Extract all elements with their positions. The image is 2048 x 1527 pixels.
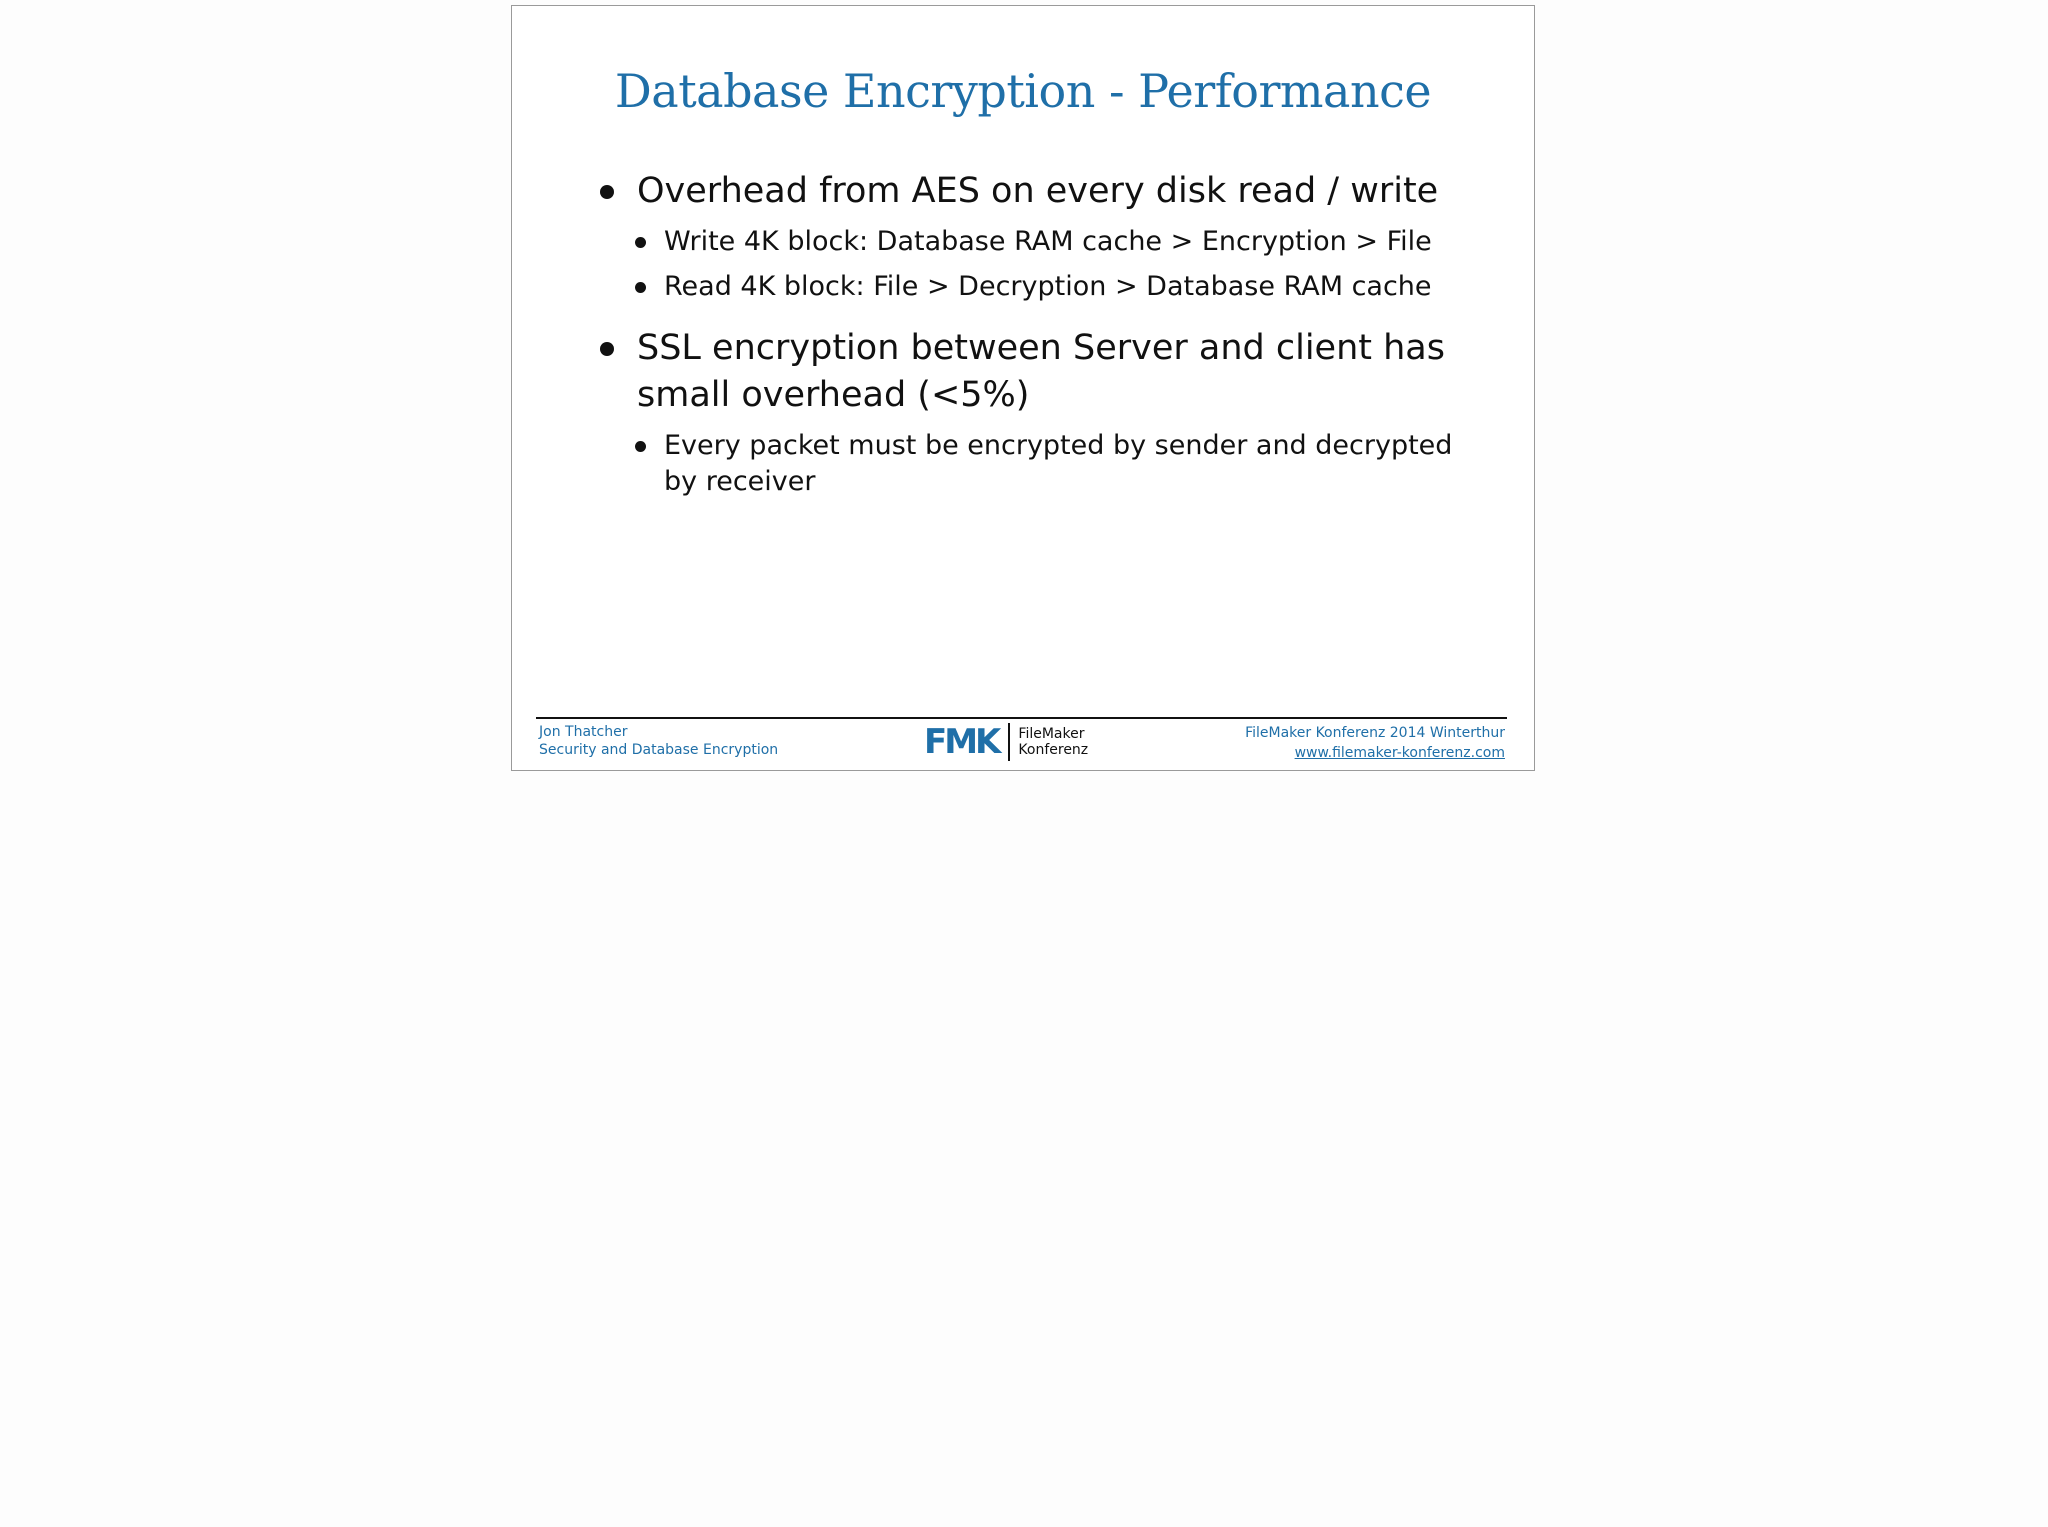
bullet-text: SSL encryption between Server and client has small overhead (<5%): [637, 328, 1445, 415]
bullet-dot-icon: [600, 342, 614, 356]
logo-line-2: Konferenz: [1018, 742, 1089, 758]
sub-bullet-item: [597, 269, 1477, 305]
fmk-logo: [924, 720, 1088, 764]
footer-right: [1245, 723, 1505, 763]
bullet-text: Overhead from AES on every disk read / write: [637, 171, 1439, 211]
sub-bullet-text: Write 4K block: Database RAM cache > Encryption > File: [664, 226, 1432, 257]
sub-bullet-item: [597, 428, 1477, 500]
bullet-dot-icon: [635, 441, 646, 452]
sub-bullet-item: [597, 224, 1477, 260]
logo-text: [1018, 726, 1088, 758]
bullet-dot-icon: [635, 282, 646, 293]
slide: [511, 5, 1535, 771]
footer-website-link[interactable]: www.filemaker-konferenz.com: [1294, 745, 1505, 761]
footer-divider: [536, 717, 1507, 719]
logo-mark: FMK: [924, 722, 999, 762]
logo-separator: [1008, 723, 1010, 761]
bullet-item: [597, 168, 1477, 215]
bullet-list: [597, 162, 1477, 500]
footer-talk-title: Security and Database Encryption: [539, 742, 779, 758]
logo-line-1: FileMaker: [1018, 726, 1085, 742]
slide-title: Database Encryption - Performance: [614, 64, 1432, 118]
sub-bullet-text: Every packet must be encrypted by sender and decrypted by receiver: [664, 430, 1453, 497]
sub-bullet-text: Read 4K block: File > Decryption > Database RAM cache: [664, 271, 1432, 302]
footer-left: [539, 723, 778, 759]
footer-event: FileMaker Konferenz 2014 Winterthur: [1245, 725, 1505, 741]
bullet-item: [597, 325, 1477, 419]
bullet-dot-icon: [600, 185, 614, 199]
bullet-dot-icon: [635, 237, 646, 248]
footer-author: Jon Thatcher: [539, 724, 628, 740]
